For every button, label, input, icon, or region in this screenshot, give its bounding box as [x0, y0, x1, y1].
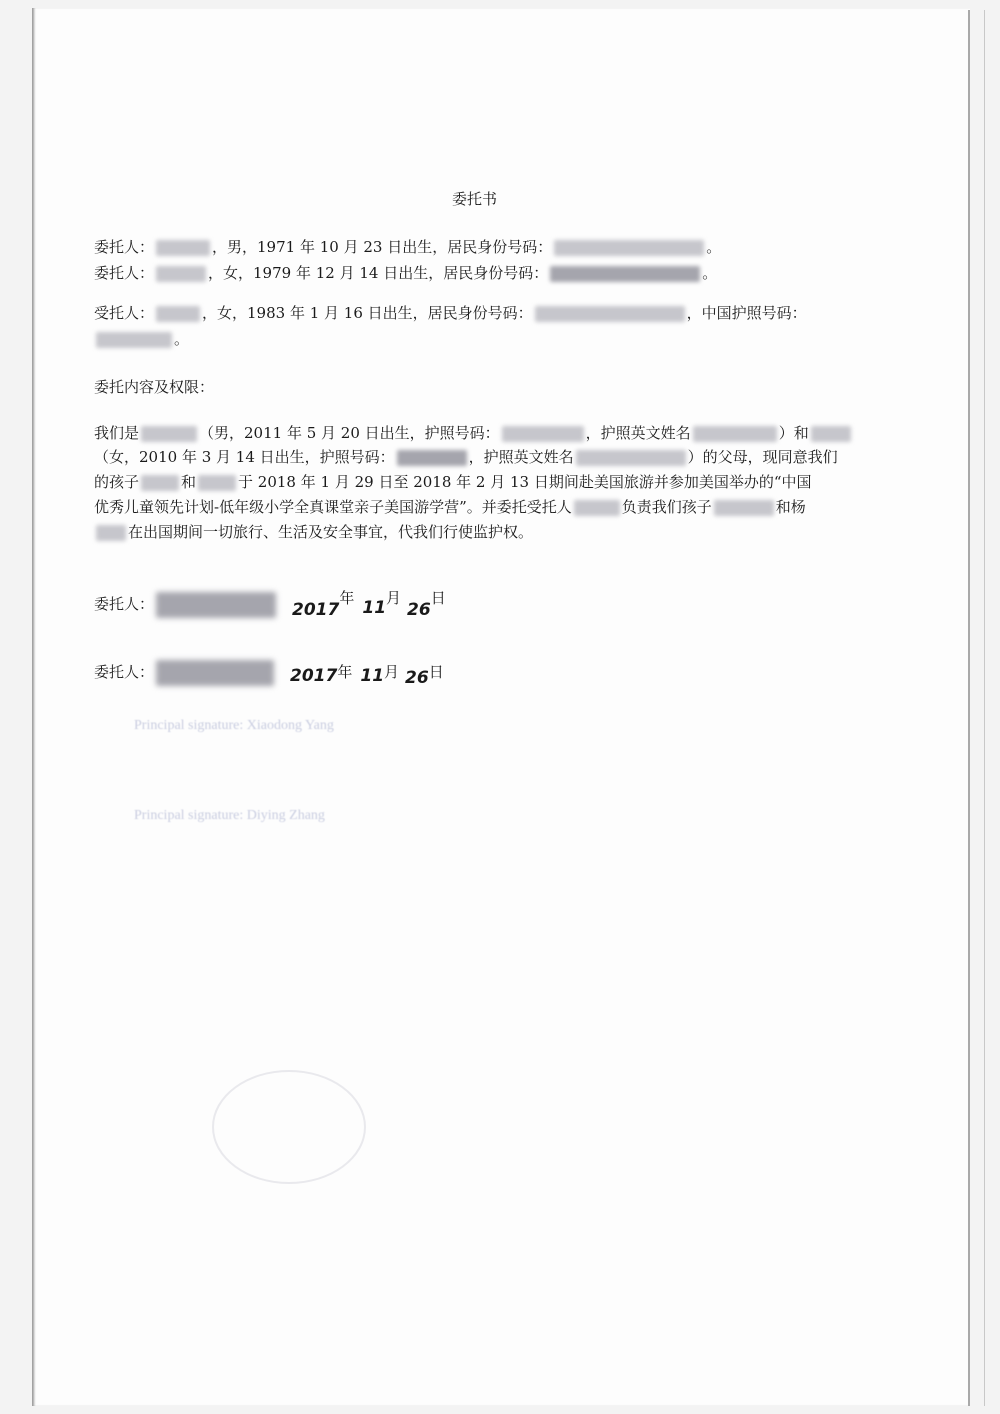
paragraph-line: [94, 521, 533, 542]
page-edge-secondary: [984, 10, 985, 1406]
redacted-passport: [96, 332, 172, 348]
redacted-name: [714, 500, 774, 516]
section-heading: 委托内容及权限：: [94, 378, 215, 396]
agent-details: ，女，1983 年 1 月 16 日出生，居民身份号码：: [202, 304, 533, 322]
date-unit: 月: [384, 663, 400, 681]
agent-label: 受托人：: [94, 304, 155, 322]
redacted-name: [576, 450, 686, 466]
paragraph-text: （男，2011 年 5 月 20 日出生，护照号码：: [199, 424, 500, 442]
paragraph-text: ）的父母，现同意我们: [687, 448, 838, 466]
redacted-name: [693, 426, 777, 442]
signature-label: 委托人：: [94, 663, 155, 681]
agent-passport-label: ，中国护照号码：: [686, 304, 807, 322]
principal-2-details: ，女，1979 年 12 月 14 日出生，居民身份号码：: [208, 264, 549, 282]
principal-2-line: [94, 262, 717, 283]
redacted-passport: [397, 450, 467, 466]
sentence-end: 。: [174, 330, 190, 348]
handwritten-signature: [156, 660, 274, 686]
redacted-name: [156, 306, 200, 322]
document-page: [32, 8, 970, 1406]
redacted-id: [550, 266, 700, 282]
handwritten-day: 26: [405, 668, 429, 688]
redacted-name: [96, 525, 126, 541]
paragraph-text: 和: [181, 473, 197, 491]
paragraph-line: [94, 446, 838, 467]
handwritten-year: 2017: [292, 600, 340, 620]
paragraph-text: 负责我们孩子: [621, 498, 712, 516]
redacted-name: [811, 426, 851, 442]
paragraph-text: 我们是: [94, 424, 140, 442]
principal-1-line: [94, 236, 721, 257]
agent-line: [94, 302, 807, 323]
signature-label: 委托人：: [94, 595, 155, 613]
handwritten-signature: [156, 592, 276, 618]
redacted-passport: [502, 426, 584, 442]
paragraph-text: 和杨: [775, 498, 806, 516]
date-unit: 日: [428, 663, 444, 681]
agent-passport-line: [94, 328, 189, 349]
date-unit: 年: [339, 589, 355, 607]
redacted-name: [141, 475, 179, 491]
paragraph-text: ，护照英文姓名: [468, 448, 574, 466]
handwritten-month: 11: [360, 666, 385, 686]
redacted-id: [535, 306, 685, 322]
sentence-end: 。: [706, 238, 722, 256]
handwritten-month: 11: [362, 598, 387, 618]
signature-line-2: [94, 660, 444, 686]
document-title: 委托书: [452, 190, 498, 208]
sentence-end: 。: [702, 264, 718, 282]
redacted-name: [156, 240, 210, 256]
paragraph-line: [94, 422, 853, 443]
principal-2-label: 委托人：: [94, 264, 155, 282]
paragraph-text: ）和: [778, 424, 809, 442]
signature-line-1: [94, 589, 446, 620]
paragraph-text: 优秀儿童领先计划-低年级小学全真课堂亲子美国游学营”。并委托受托人: [94, 498, 572, 516]
paragraph-text: 在出国期间一切旅行、生活及安全事宜，代我们行使监护权。: [128, 523, 534, 541]
principal-1-label: 委托人：: [94, 238, 155, 256]
bleed-through-text: Principal signature: Xiaodong Yang: [134, 718, 334, 733]
redacted-name: [574, 500, 620, 516]
date-unit: 年: [337, 663, 353, 681]
handwritten-day: 26: [407, 600, 431, 620]
paragraph-text: 于 2018 年 1 月 29 日至 2018 年 2 月 13 日期间赴美国旅游并参加美国举办的“中国: [238, 473, 812, 491]
paragraph-line: [94, 471, 812, 492]
redacted-id: [554, 240, 704, 256]
bleed-through-text: Principal signature: Diying Zhang: [134, 808, 325, 823]
page-edge: [968, 10, 970, 1406]
redacted-name: [156, 266, 206, 282]
date-unit: 日: [430, 589, 446, 607]
redacted-name: [198, 475, 236, 491]
paragraph-line: [94, 496, 806, 517]
paragraph-text: 的孩子: [94, 473, 140, 491]
date-unit: 月: [386, 589, 402, 607]
faded-stamp: [212, 1070, 366, 1184]
redacted-name: [141, 426, 197, 442]
paragraph-text: ，护照英文姓名: [585, 424, 691, 442]
paragraph-text: （女，2010 年 3 月 14 日出生，护照号码：: [94, 448, 395, 466]
principal-1-details: ，男，1971 年 10 月 23 日出生，居民身份号码：: [212, 238, 553, 256]
handwritten-year: 2017: [290, 666, 338, 686]
